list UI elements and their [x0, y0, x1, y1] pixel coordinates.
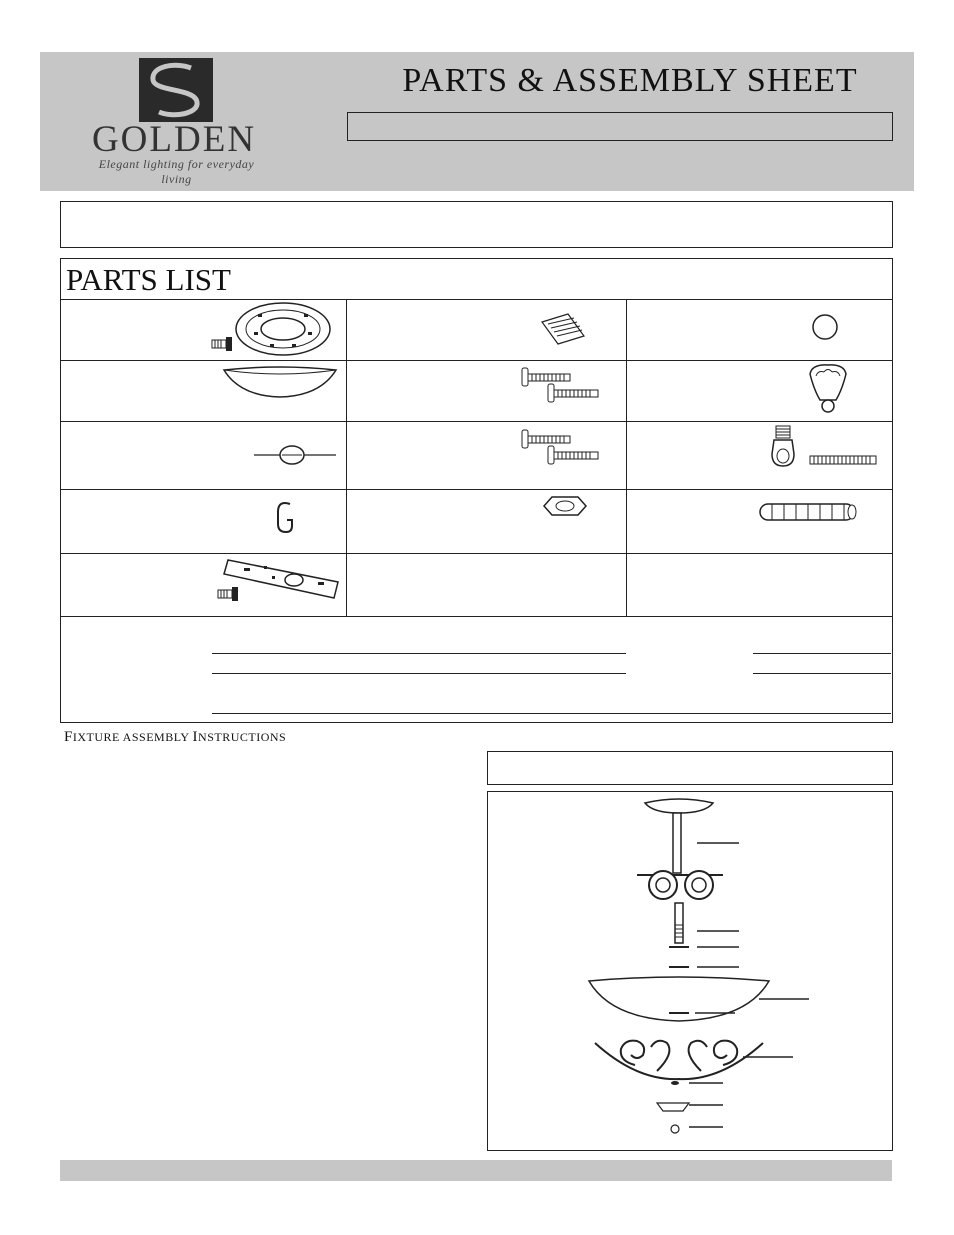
page-title: PARTS & ASSEMBLY SHEET: [402, 62, 858, 99]
diagram-label-box: [487, 751, 893, 785]
table-rule: [60, 616, 893, 617]
loop-nipple-icon: [770, 424, 880, 472]
canopy-plate-icon: [208, 302, 338, 358]
mounting-bar-icon: [214, 552, 344, 612]
parts-list-title: PARTS LIST: [66, 262, 231, 297]
model-number-box: [347, 112, 893, 141]
assembly-instructions-title: FIXTURE ASSEMBLY INSTRUCTIONS: [64, 729, 287, 745]
socket-cup-icon: [802, 362, 854, 416]
round-cap-icon: [810, 313, 840, 343]
golden-logo-icon: [139, 58, 213, 122]
table-rule: [60, 553, 893, 554]
c-hook-icon: [274, 498, 298, 534]
table-rule: [626, 299, 627, 616]
form-line: [753, 653, 891, 654]
brand-tagline: Elegant lighting for everyday living: [98, 157, 255, 186]
table-rule: [60, 360, 893, 361]
table-rule: [60, 299, 893, 300]
exploded-assembly-diagram: [487, 791, 893, 1151]
screws-icon: [520, 366, 602, 406]
wire-nut-icon: [538, 310, 588, 346]
hex-nut-icon: [540, 494, 590, 518]
form-line: [212, 673, 626, 674]
form-line: [212, 713, 891, 714]
screws-icon: [520, 428, 602, 468]
info-box: [60, 201, 893, 248]
brand-name: GOLDEN: [91, 119, 257, 160]
footer-bar: [60, 1160, 892, 1181]
chain-sleeve-icon: [756, 500, 860, 526]
chain-link-icon: [252, 442, 338, 468]
table-rule: [60, 421, 893, 422]
form-line: [212, 653, 626, 654]
table-rule: [60, 489, 893, 490]
glass-bowl-icon: [220, 362, 340, 402]
table-rule: [346, 299, 347, 616]
form-line: [753, 673, 891, 674]
